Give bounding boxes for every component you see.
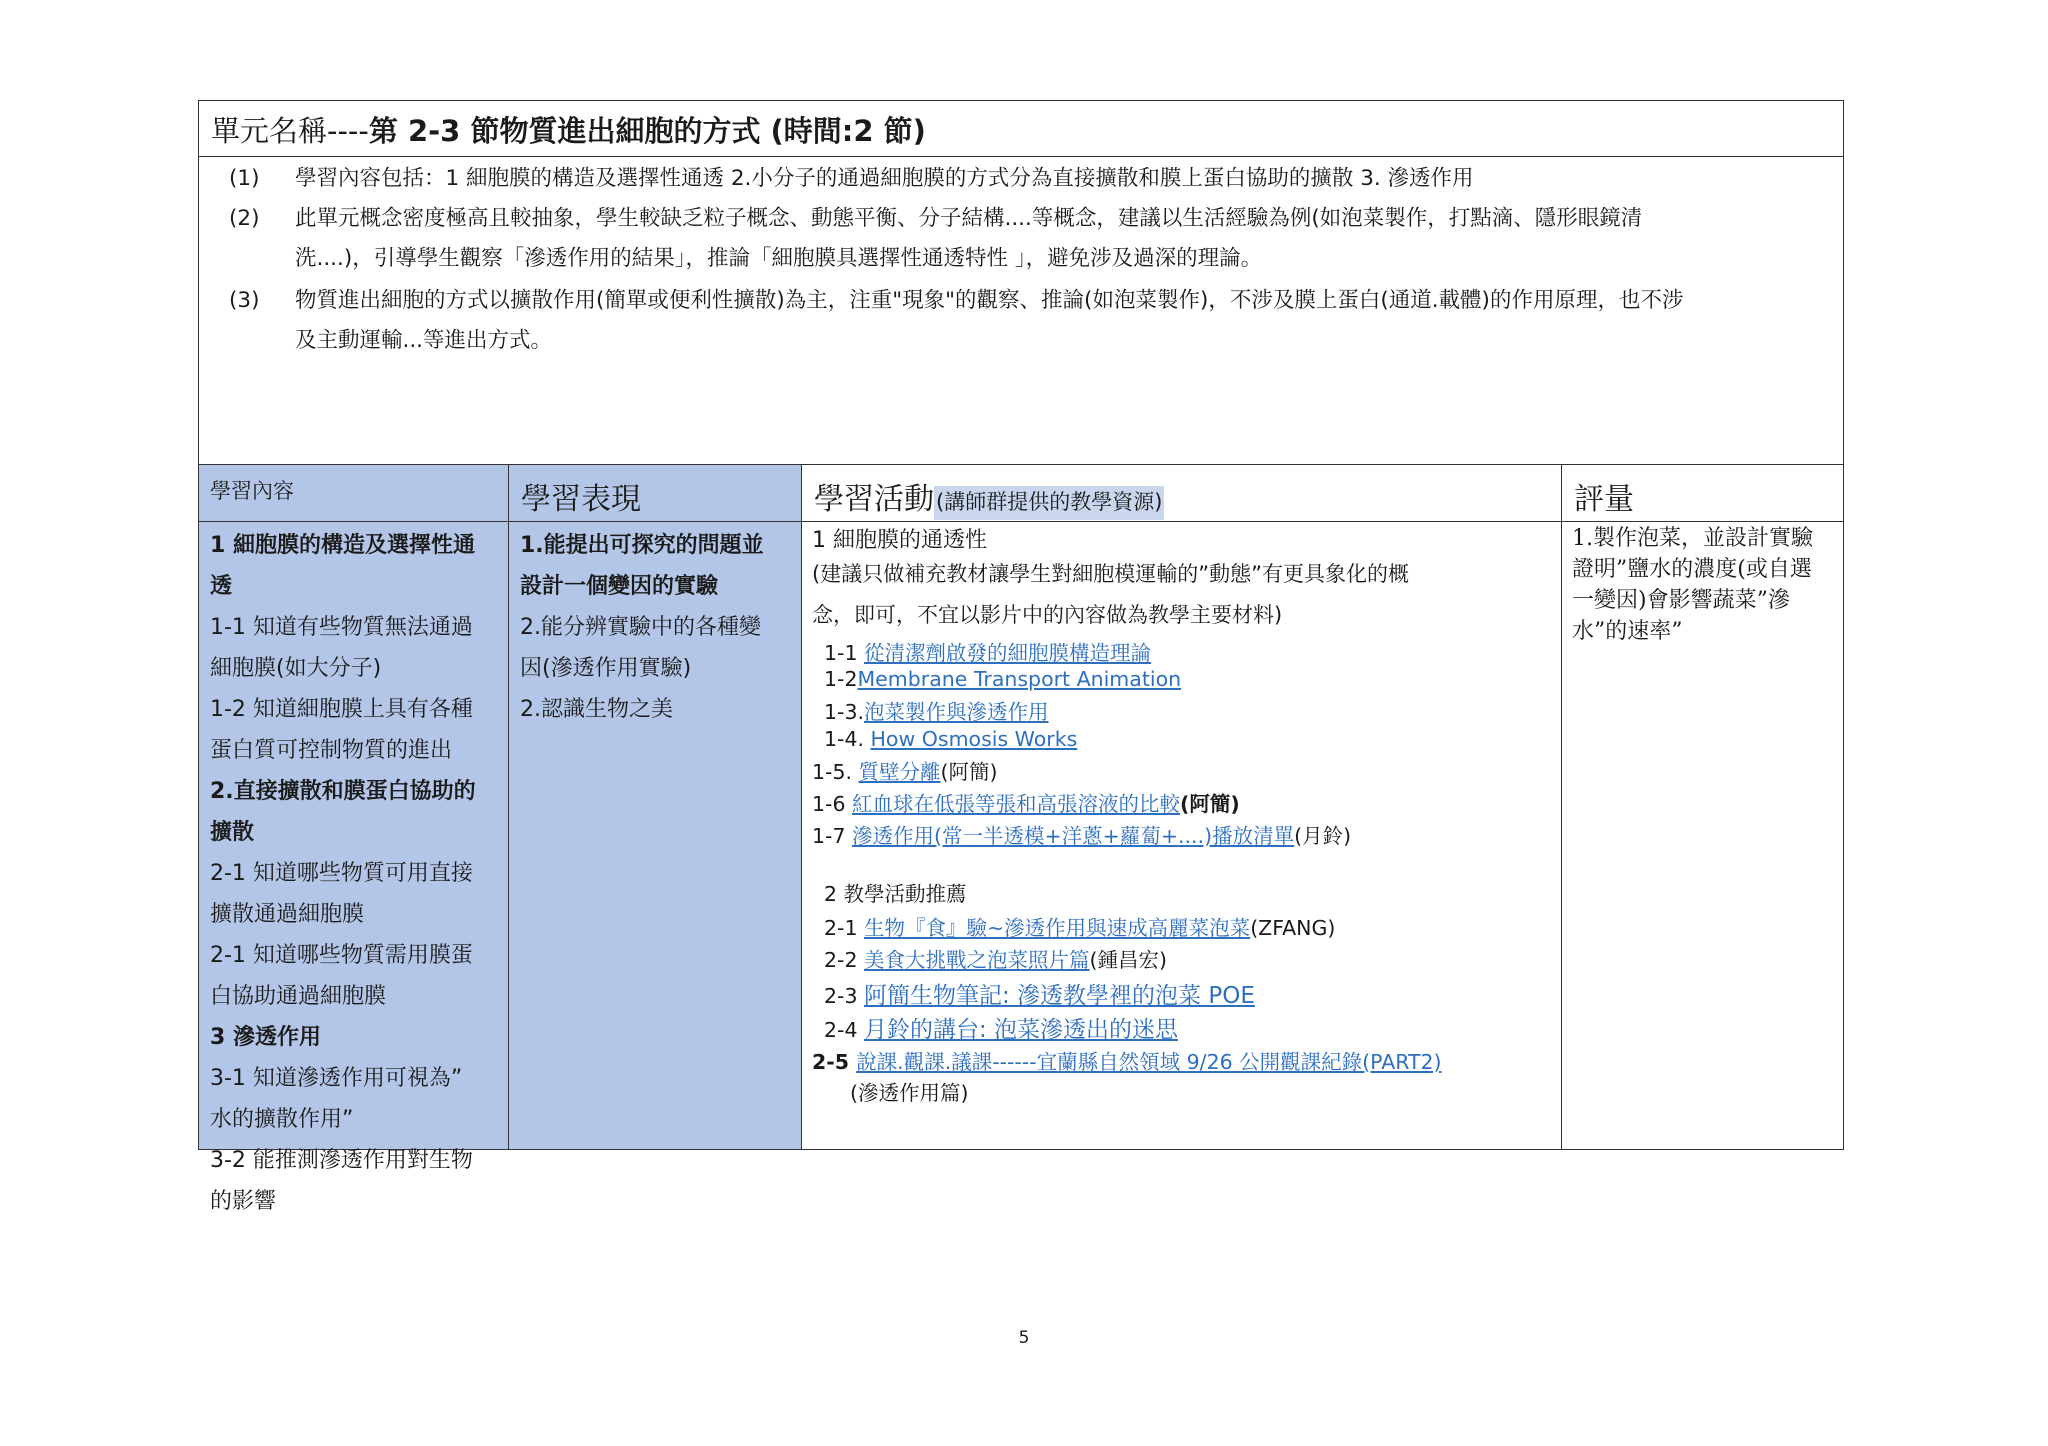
content-line: 蛋白質可控制物質的進出 <box>210 738 453 763</box>
content-line: 2-1 知道哪些物質可用直接 <box>210 861 473 886</box>
unit-overview <box>199 157 1843 465</box>
content-line: 的影響 <box>210 1189 277 1214</box>
activity-item-author: (阿簡) <box>1180 792 1240 816</box>
activity-item-number: 1-4. <box>824 727 871 751</box>
activity-link[interactable]: 阿簡生物筆記: 滲透教學裡的泡菜 POE <box>864 983 1255 1009</box>
activity-item <box>812 1045 1442 1075</box>
performance-line: 1.能提出可探究的問題並 <box>520 533 764 558</box>
activity-link[interactable]: 美食大挑戰之泡菜照片篇 <box>864 948 1090 972</box>
activity-item <box>812 819 1351 849</box>
header-activity-label: 學習活動 <box>814 482 934 517</box>
activity-link[interactable]: 生物『食』驗~滲透作用與速成高麗菜泡菜 <box>864 916 1251 940</box>
activity-item-author: (阿簡) <box>940 760 998 784</box>
activity-item-number: 2-5 <box>812 1050 857 1074</box>
activity-item <box>824 727 1077 751</box>
activity-link[interactable]: 說課.觀課.議課------宜蘭縣自然領域 9/26 公開觀課紀錄(PART2) <box>856 1050 1442 1074</box>
unit-title-main: 第 2-3 節物質進出細胞的方式 (時間:2 節) <box>368 114 926 148</box>
unit-title <box>199 101 1843 157</box>
performance-line: 2.認識生物之美 <box>520 697 673 722</box>
activity-link[interactable]: 從清潔劑啟發的細胞膜構造理論 <box>864 641 1151 665</box>
overview-item-number: (1) <box>229 166 260 191</box>
learning-activity-list <box>802 521 1562 1149</box>
activity-item <box>812 787 1240 817</box>
content-line: 1-1 知道有些物質無法通過 <box>210 615 473 640</box>
performance-line: 設計一個變因的實驗 <box>520 574 719 599</box>
activity-link[interactable]: 紅血球在低張等張和高張溶液的比較 <box>852 792 1180 816</box>
activity-link[interactable]: 月鈴的講台: 泡菜滲透出的迷思 <box>864 1017 1179 1043</box>
overview-item-number: (3) <box>229 288 260 313</box>
activity-note: (建議只做補充教材讓學生對細胞模運輸的”動態”有更具象化的概 <box>812 562 1409 586</box>
content-line: 1-2 知道細胞膜上具有各種 <box>210 697 473 722</box>
content-line: 2.直接擴散和膜蛋白協助的 <box>210 779 476 804</box>
activity-item-author: (月鈴) <box>1294 824 1352 848</box>
content-line: 白協助通過細胞膜 <box>210 984 387 1009</box>
overview-item-text: 物質進出細胞的方式以擴散作用(簡單或便利性擴散)為主，注重"現象"的觀察、推論(如泡菜製作)，不涉及膜上蛋白(通道.載體)的作用原理，也不涉 <box>295 288 1684 313</box>
header-activity-sublabel: (講師群提供的教學資源) <box>934 486 1164 520</box>
activity-item <box>824 911 1335 941</box>
activity-link[interactable]: Membrane Transport Animation <box>857 667 1182 691</box>
assessment-line: 水”的速率” <box>1572 619 1683 644</box>
activity-item <box>824 636 1151 666</box>
learning-content-list <box>199 521 509 1214</box>
assessment-line: 1.製作泡菜，並設計實驗 <box>1572 526 1813 551</box>
activity-item <box>824 977 1255 1010</box>
assessment-list <box>1562 521 1843 1149</box>
activity-note: 念，即可，不宜以影片中的內容做為教學主要材料) <box>812 603 1283 627</box>
activity-item-number: 2-4 <box>824 1018 864 1042</box>
assessment-line: 證明”鹽水的濃度(或自選 <box>1572 557 1812 582</box>
content-line: 透 <box>210 574 233 599</box>
activity-item-number: 1-2 <box>824 667 858 691</box>
activity-item <box>812 755 998 785</box>
activity-item <box>824 667 1181 691</box>
activity-item-author: (ZFANG) <box>1250 916 1336 940</box>
learning-performance-list <box>509 521 802 1149</box>
assessment-line: 一變因)會影響蔬菜”滲 <box>1572 588 1790 613</box>
content-line: 擴散通過細胞膜 <box>210 902 365 927</box>
header-learning-content: 學習內容 <box>210 479 294 503</box>
content-line: 細胞膜(如大分子) <box>210 656 382 681</box>
content-line: 水的擴散作用” <box>210 1107 354 1132</box>
activity-item-number: 1-3. <box>824 700 864 724</box>
unit-title-lead: 單元名稱---- <box>211 114 369 148</box>
activity-item <box>824 1011 1178 1044</box>
header-learning-activity <box>802 465 1562 521</box>
activity-item-number: 2-2 <box>824 948 864 972</box>
content-line: 擴散 <box>210 820 255 845</box>
activity-link[interactable]: How Osmosis Works <box>870 727 1078 751</box>
activity-item <box>824 695 1049 725</box>
activity-item-number: 1-5. <box>812 760 859 784</box>
content-line: 3-2 能推測滲透作用對生物 <box>210 1148 473 1173</box>
overview-item-text: 洗....)，引導學生觀察「滲透作用的結果」，推論「細胞膜具選擇性通透特性 」，避免涉及過深的理論。 <box>295 246 1263 271</box>
content-line: 3 滲透作用 <box>210 1025 321 1050</box>
activity-link[interactable]: 泡菜製作與滲透作用 <box>864 700 1049 724</box>
content-line: 1 細胞膜的構造及選擇性通 <box>210 533 475 558</box>
header-assessment: 評量 <box>1574 482 1634 517</box>
activity-item-number: 1-1 <box>824 641 864 665</box>
activity-item-continuation: (滲透作用篇) <box>850 1081 969 1105</box>
lesson-plan-table <box>198 100 1844 1214</box>
activity-item-author: (鍾昌宏) <box>1089 948 1167 972</box>
header-learning-performance: 學習表現 <box>521 482 641 517</box>
activity-item-number: 1-6 <box>812 792 852 816</box>
overview-item-text: 及主動運輸...等進出方式。 <box>295 328 553 353</box>
overview-item-text: 此單元概念密度極高且較抽象，學生較缺乏粒子概念、動態平衡、分子結構....等概念，建議以生活經驗為例(如泡菜製作，打點滴、隱形眼鏡清 <box>295 206 1643 231</box>
overview-item-text: 學習內容包括：1 細胞膜的構造及選擇性通透 2.小分子的通過細胞膜的方式分為直接擴散和膜上蛋白協助的擴散 3. 滲透作用 <box>295 166 1474 191</box>
activity-item-number: 2-3 <box>824 984 864 1008</box>
activity-item <box>824 943 1167 973</box>
page-number: 5 <box>1018 1328 1030 1348</box>
activity-section-heading: 1 細胞膜的通透性 <box>812 528 987 553</box>
activity-item-number: 1-7 <box>812 824 852 848</box>
overview-item-number: (2) <box>229 206 260 231</box>
activity-link[interactable]: 質壁分離 <box>858 760 941 784</box>
content-line: 3-1 知道滲透作用可視為” <box>210 1066 463 1091</box>
activity-item-number: 2-1 <box>824 916 864 940</box>
content-line: 2-1 知道哪些物質需用膜蛋 <box>210 943 473 968</box>
performance-line: 因(滲透作用實驗) <box>520 656 692 681</box>
activity-section-heading: 2 教學活動推薦 <box>824 882 967 906</box>
activity-link[interactable]: 滲透作用(常一半透模+洋蔥+蘿蔔+....)播放清單 <box>852 824 1295 848</box>
performance-line: 2.能分辨實驗中的各種變 <box>520 615 761 640</box>
